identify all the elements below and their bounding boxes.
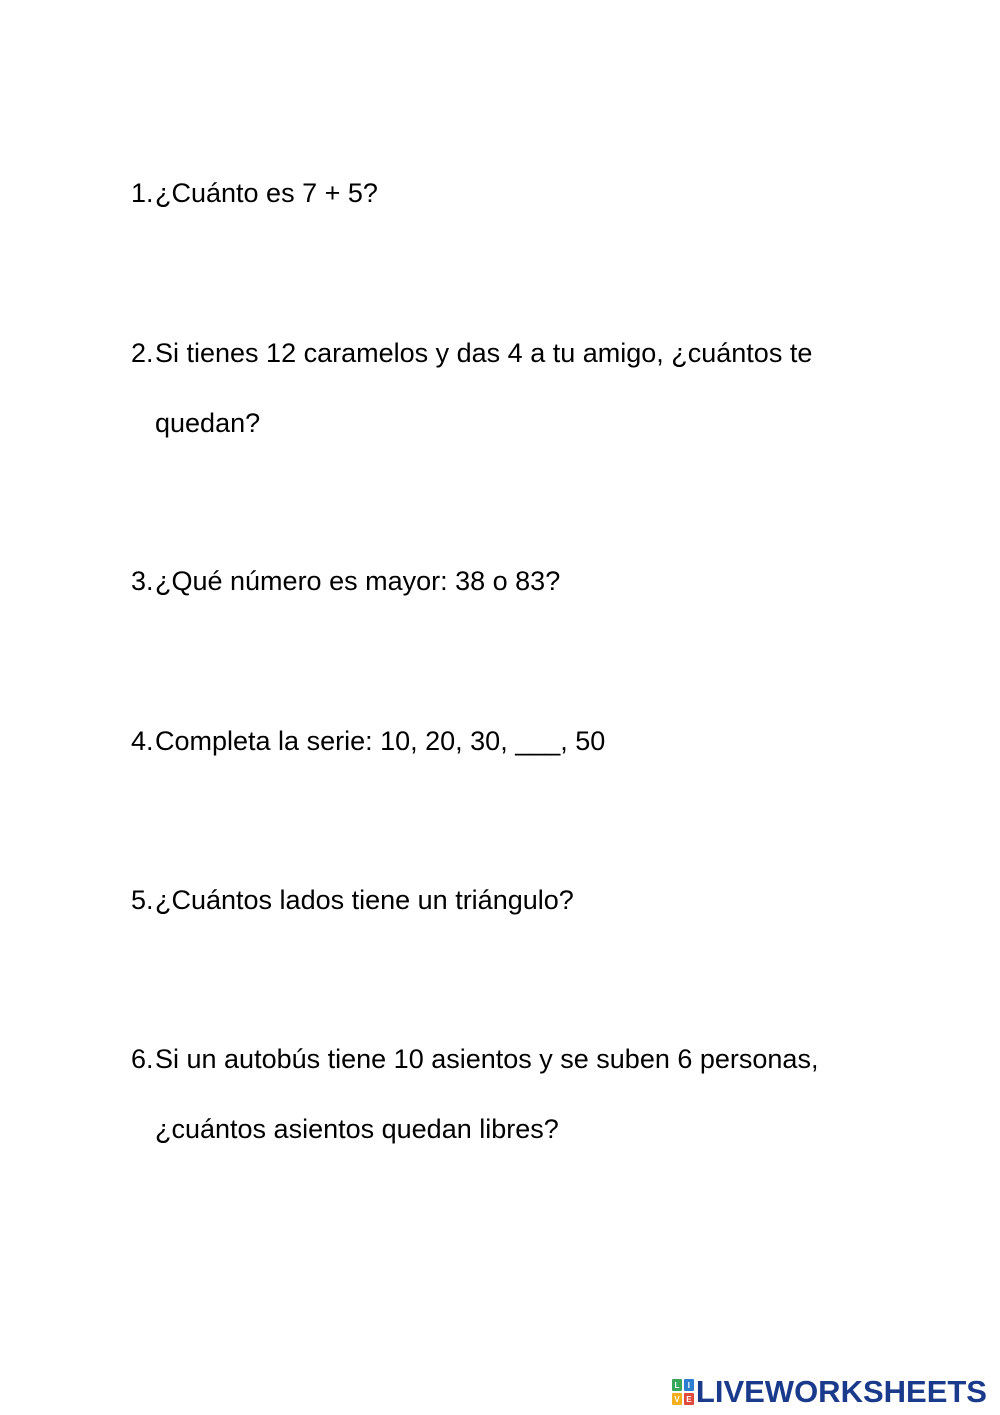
question-text: Si un autobús tiene 10 asientos y se suben 6 personas, ¿cuántos asientos quedan libres? <box>155 1044 819 1144</box>
watermark-text: LIVEWORKSHEETS <box>695 1374 987 1409</box>
liveworksheets-logo-icon <box>672 1379 694 1405</box>
question-5 <box>131 865 931 935</box>
logo-cell-v: V <box>672 1393 682 1405</box>
question-text: ¿Cuánto es 7 + 5? <box>155 178 378 208</box>
liveworksheets-watermark <box>672 1372 987 1412</box>
question-text: Completa la serie: 10, 20, 30, ___, 50 <box>155 726 606 756</box>
logo-cell-e: E <box>684 1393 694 1405</box>
question-text: ¿Qué número es mayor: 38 o 83? <box>155 566 561 596</box>
question-2 <box>131 318 911 458</box>
question-number: 1. <box>131 178 154 208</box>
question-1 <box>131 158 931 228</box>
question-3 <box>131 546 931 616</box>
question-number: 5. <box>131 885 154 915</box>
question-6 <box>131 1024 921 1164</box>
logo-cell-l: L <box>672 1379 682 1391</box>
question-text: Si tienes 12 caramelos y das 4 a tu amigo, ¿cuántos te quedan? <box>155 338 813 438</box>
logo-cell-i: I <box>684 1379 694 1391</box>
question-text: ¿Cuántos lados tiene un triángulo? <box>155 885 574 915</box>
question-number: 6. <box>131 1044 154 1074</box>
question-number: 2. <box>131 338 154 368</box>
question-number: 3. <box>131 566 154 596</box>
question-4 <box>131 706 931 776</box>
question-number: 4. <box>131 726 154 756</box>
